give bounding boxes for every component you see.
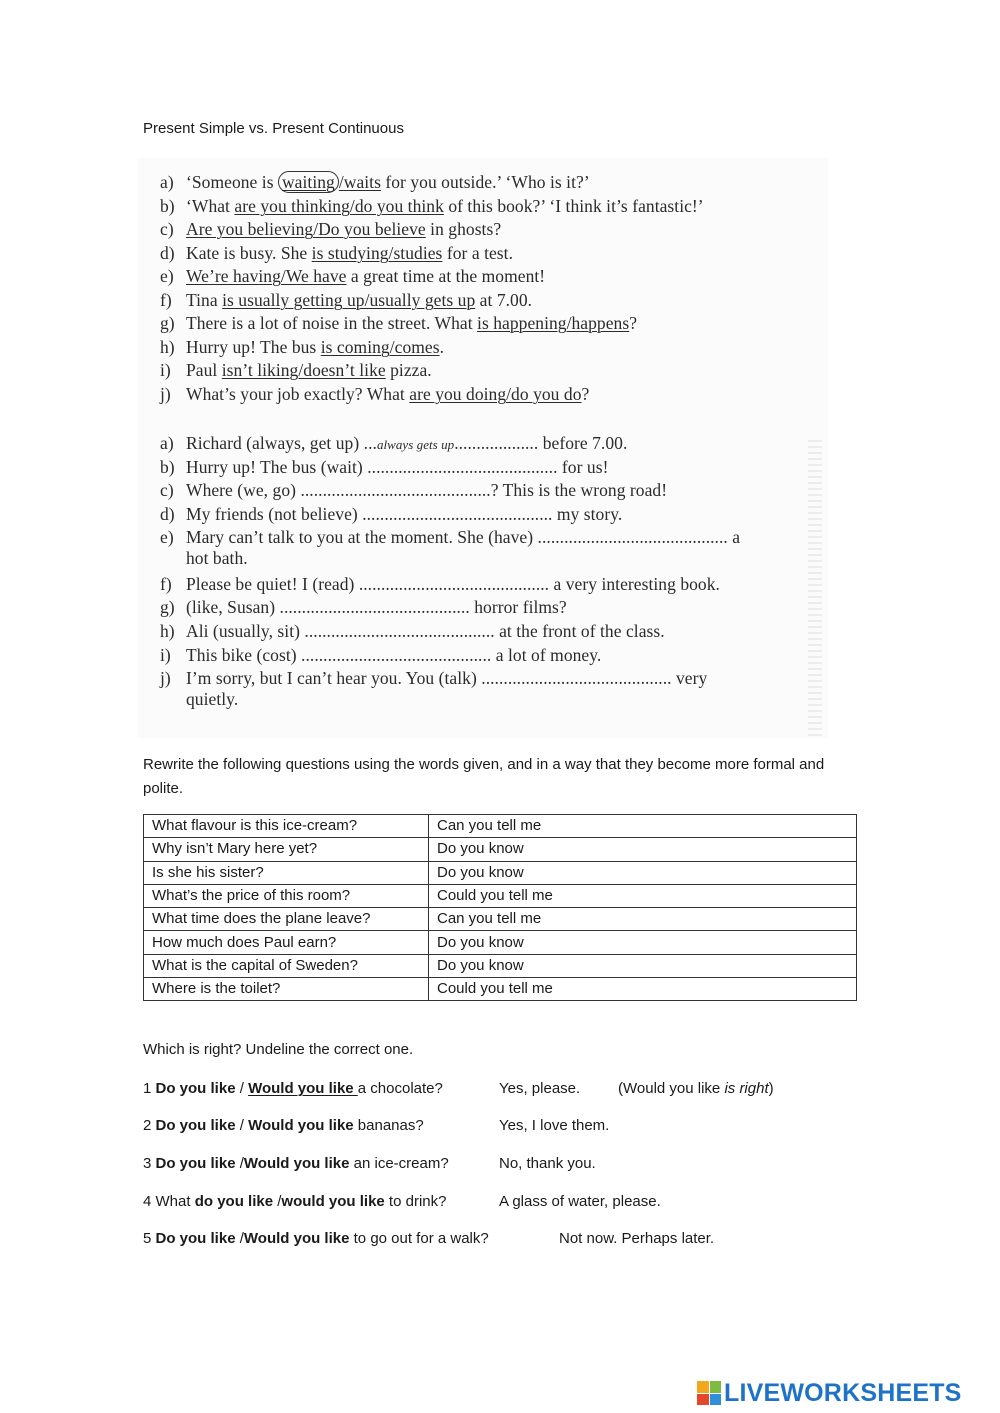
answer-option[interactable]: We’re having/We have <box>186 266 347 286</box>
choice-item: 5 Do you like /Would you like to go out for a walk? Not now. Perhaps later. <box>143 1230 715 1247</box>
option-would-you-like[interactable]: Would you like <box>243 1155 350 1172</box>
option-do-you-like[interactable]: Do you like <box>155 1230 236 1247</box>
exercise-1-item: g) There is a lot of noise in the street. What is happening/happens? <box>160 313 638 333</box>
answer-note: (Would you like is right) <box>618 1080 774 1097</box>
exercise-1-item: i) Paul isn’t liking/doesn’t like pizza. <box>160 360 432 380</box>
exercise-1-item: c) Are you believing/Do you believe in ghosts? <box>160 219 502 239</box>
option-do-you-like[interactable]: Do you like <box>155 1080 236 1097</box>
reply-text: Not now. Perhaps later. <box>559 1230 715 1247</box>
reply-text: Yes, I love them. <box>499 1117 610 1134</box>
table-row: Is she his sister? Do you know <box>144 861 857 884</box>
answer-option[interactable]: waits <box>343 172 381 192</box>
table-row: What is the capital of Sweden? Do you know <box>144 954 857 977</box>
choice-item: 4 What do you like /would you like to drink? A glass of water, please. <box>143 1193 661 1210</box>
choice-item: 1 Do you like / Would you like a chocolate? Yes, please. (Would you like is right) <box>143 1080 774 1097</box>
logo-icon <box>697 1381 721 1405</box>
rewrite-input-cell[interactable]: Do you know <box>429 861 857 884</box>
rewrite-input-cell[interactable]: Do you know <box>429 838 857 861</box>
answer-option[interactable]: is usually getting up/usually gets up <box>222 290 476 310</box>
rewrite-input-cell[interactable]: Could you tell me <box>429 978 857 1001</box>
table-row: What’s the price of this room? Could you tell me <box>144 884 857 907</box>
logo-text: LIVEWORKSHEETS <box>724 1378 962 1407</box>
exercise-2-item: i) This bike (cost) ........................................... a lot of money. <box>160 645 602 665</box>
exercise-2-item: b) Hurry up! The bus (wait) ........................................... for us! <box>160 457 609 477</box>
table-row: Why isn’t Mary here yet? Do you know <box>144 838 857 861</box>
exercise-1-item: b) ‘What are you thinking/do you think of this book?’ ‘I think it’s fantastic!’ <box>160 196 704 216</box>
exercise-2-item: g) (like, Susan) ........................................... horror films? <box>160 597 567 617</box>
option-would-you-like[interactable]: would you like <box>281 1193 385 1210</box>
option-would-you-like[interactable]: Would you like <box>243 1230 350 1247</box>
exercise-1-item: e) We’re having/We have a great time at the moment! <box>160 266 546 286</box>
liveworksheets-logo <box>697 1378 962 1408</box>
questions-table <box>143 814 857 1001</box>
table-row: Where is the toilet? Could you tell me <box>144 978 857 1001</box>
option-do-you-like[interactable]: Do you like <box>155 1155 236 1172</box>
answer-option[interactable]: is coming/comes <box>320 337 440 357</box>
answer-option[interactable]: Are you believing/Do you believe <box>186 219 426 239</box>
logo-square <box>697 1381 709 1393</box>
logo-square <box>710 1381 722 1393</box>
answer-option[interactable]: are you doing/do you do <box>409 384 582 404</box>
exercise-2-item: d) My friends (not believe) ........................................... my story. <box>160 504 623 524</box>
exercise-2-item: e) Mary can’t talk to you at the moment. She (have) ........................................... a hot bath. <box>160 527 741 568</box>
circled-answer[interactable]: waiting <box>278 171 339 193</box>
rewrite-input-cell[interactable]: Can you tell me <box>429 815 857 838</box>
rewrite-instructions: Rewrite the following questions using the words given, and in a way that they become more formal and polite. <box>143 756 825 797</box>
answer-option[interactable]: isn’t liking/doesn’t like <box>221 360 386 380</box>
exercise-1-item: a) ‘Someone is waiting /waits for you outside.’ ‘Who is it?’ <box>160 172 590 192</box>
option-would-you-like[interactable]: Would you like <box>248 1080 358 1097</box>
exercise-1-item: h) Hurry up! The bus is coming/comes. <box>160 337 445 357</box>
exercise-2-item: a) Richard (always, get up) ...always gets up................... before 7.00. <box>160 433 628 453</box>
reply-text: Yes, please. <box>499 1080 581 1097</box>
exercise-1-item: d) Kate is busy. She is studying/studies for a test. <box>160 243 513 263</box>
handwritten-answer[interactable]: always gets up <box>376 437 455 452</box>
exercise-2-item: h) Ali (usually, sit) ........................................... at the front of the class. <box>160 621 665 641</box>
answer-option[interactable]: is studying/studies <box>311 243 443 263</box>
choice-item: 3 Do you like /Would you like an ice-cream? No, thank you. <box>143 1155 596 1172</box>
logo-square <box>710 1394 722 1406</box>
exercise-2-item: j) I’m sorry, but I can’t hear you. You (talk) ........................................... very quietly. <box>160 668 708 709</box>
page-title: Present Simple vs. Present Continuous <box>143 120 404 137</box>
exercise-2-item: f) Please be quiet! I (read) ........................................... a very interesting book. <box>160 574 720 594</box>
table-row: What time does the plane leave? Can you tell me <box>144 908 857 931</box>
which-is-right-title: Which is right? Undeline the correct one. <box>143 1041 414 1058</box>
reply-text: A glass of water, please. <box>499 1193 661 1210</box>
answer-option[interactable]: is happening/happens <box>477 313 630 333</box>
rewrite-input-cell[interactable]: Do you know <box>429 954 857 977</box>
rewrite-input-cell[interactable]: Could you tell me <box>429 884 857 907</box>
rewrite-input-cell[interactable]: Can you tell me <box>429 908 857 931</box>
table-row: How much does Paul earn? Do you know <box>144 931 857 954</box>
answer-option[interactable]: are you thinking/do you think <box>234 196 444 216</box>
exercise-1-item: j) What’s your job exactly? What are you doing/do you do? <box>160 384 590 404</box>
table-row: What flavour is this ice-cream? Can you tell me <box>144 815 857 838</box>
option-do-you-like[interactable]: do you like <box>194 1193 274 1210</box>
reply-text: No, thank you. <box>499 1155 596 1172</box>
rewrite-input-cell[interactable]: Do you know <box>429 931 857 954</box>
option-do-you-like[interactable]: Do you like <box>155 1117 236 1134</box>
scan-edge-artifact <box>808 440 822 738</box>
logo-square <box>697 1394 709 1406</box>
option-would-you-like[interactable]: Would you like <box>248 1117 354 1134</box>
exercise-2-item: c) Where (we, go) ...........................................? This is the wrong road! <box>160 480 668 500</box>
choice-item: 2 Do you like / Would you like bananas? Yes, I love them. <box>143 1117 610 1134</box>
exercise-1-item: f) Tina is usually getting up/usually gets up at 7.00. <box>160 290 533 310</box>
